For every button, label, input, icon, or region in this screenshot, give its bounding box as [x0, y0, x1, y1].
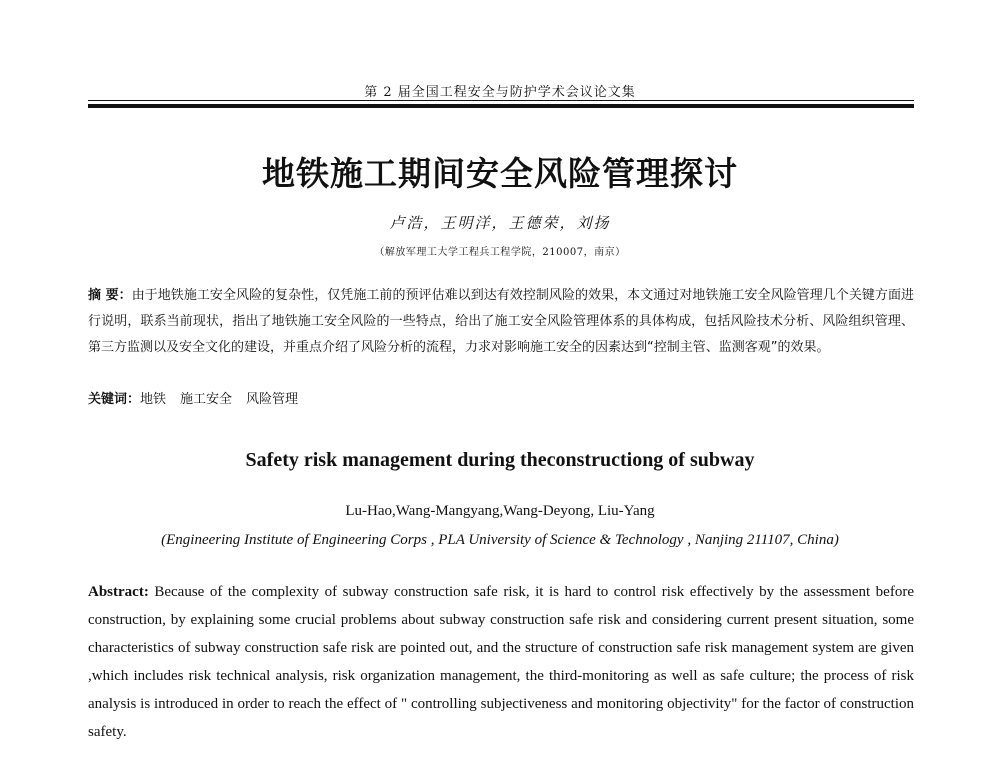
header-rule-thin: [88, 100, 914, 101]
english-abstract-label: Abstract:: [88, 584, 149, 600]
chinese-authors: 卢浩，王明洋，王德荣，刘扬: [389, 214, 611, 232]
chinese-abstract-label: 摘 要：: [88, 288, 132, 303]
chinese-keywords: [88, 387, 914, 413]
chinese-abstract-text: 由于地铁施工安全风险的复杂性，仅凭施工前的预评估难以到达有效控制风险的效果，本文通过对地铁施工安全风险管理几个关键方面进行说明，联系当前现状，指出了地铁施工安全风险的一些特点，给出了施工安全风险管理体系的具体构成，包括风险技术分析、风险组织管理、第三方监测以及安全文化的建设，并重点介绍了风险分析的流程，力求对影响施工安全的因素达到“控制主管、监测客观”的效果。: [88, 288, 914, 355]
header-rule-thick: [88, 104, 914, 108]
keyword: 施工安全: [180, 392, 233, 407]
chinese-title: 地铁施工期间安全风险管理探讨: [262, 154, 738, 193]
english-authors: Lu-Hao,Wang-Mangyang,Wang-Deyong, Liu-Yang: [345, 503, 655, 519]
english-abstract-text: Because of the complexity of subway construction safe risk, it is hard to control risk effectively by the assessment before construction, by explaining some crucial problems about subway construction safe risk and considering current present situation, some characteristics of subway construction safe risk are pointed out, and the structure of construction safe risk management system are given ,which includes risk technical analysis, risk organization management, the third-monitoring as well as safe culture; the process of risk analysis is introduced in order to reach the effect of " controlling subjectiveness and monitoring objectivity" for the factor of construction safety.: [88, 584, 914, 740]
running-header: 第 2 届全国工程安全与防护学术会议论文集: [364, 85, 636, 100]
chinese-abstract: [88, 283, 914, 361]
chinese-affiliation: （解放军理工大学工程兵工程学院，210007，南京）: [374, 247, 626, 258]
english-abstract: [88, 578, 914, 746]
english-affiliation: (Engineering Institute of Engineering Corps , PLA University of Science & Technology , Nanjing 211107, China): [161, 532, 839, 548]
keyword: 地铁: [140, 392, 167, 407]
keyword: 风险管理: [246, 392, 299, 407]
english-title: Safety risk management during theconstructiong of subway: [245, 449, 755, 471]
chinese-keywords-label: 关键词：: [88, 392, 141, 407]
